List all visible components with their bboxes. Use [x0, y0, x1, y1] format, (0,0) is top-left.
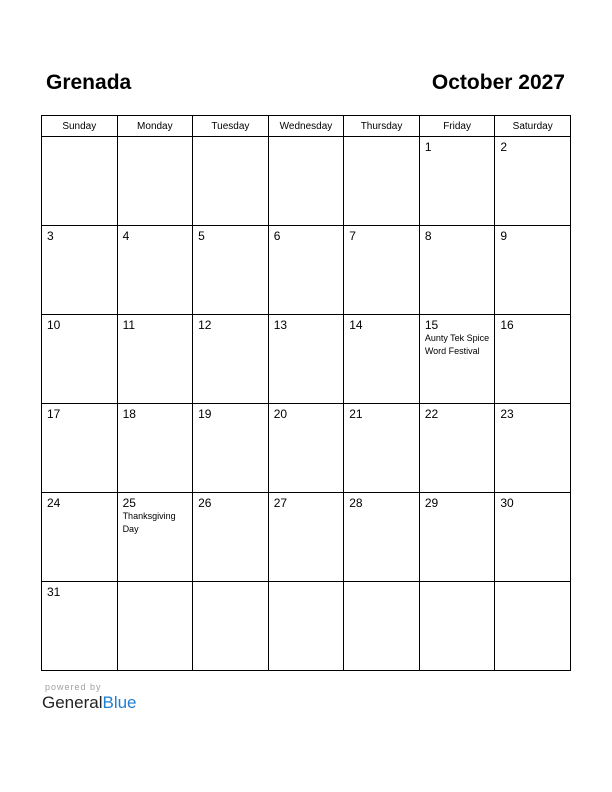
powered-by-label: powered by — [45, 682, 102, 692]
day-cell — [419, 226, 495, 315]
day-number: 21 — [349, 407, 363, 421]
country-title: Grenada — [46, 71, 132, 94]
day-cell — [344, 582, 420, 671]
holiday-label: Aunty Tek Spice Word Festival — [424, 333, 490, 356]
day-cell — [42, 315, 118, 404]
day-cell — [42, 493, 118, 582]
day-number: 12 — [198, 318, 212, 332]
week-row — [42, 493, 571, 582]
day-cell — [42, 137, 118, 226]
day-number: 9 — [500, 229, 508, 243]
day-number: 30 — [500, 496, 514, 510]
day-cell — [193, 493, 269, 582]
day-cell — [193, 226, 269, 315]
day-cell — [268, 493, 344, 582]
day-cell — [268, 582, 344, 671]
day-number: 14 — [349, 318, 363, 332]
day-cell — [117, 315, 193, 404]
day-number: 16 — [500, 318, 514, 332]
day-number: 5 — [198, 229, 205, 243]
day-cell — [268, 404, 344, 493]
day-number: 2 — [500, 140, 508, 154]
day-number: 10 — [47, 318, 61, 332]
day-number: 4 — [122, 229, 130, 243]
day-cell — [268, 137, 344, 226]
day-number: 29 — [424, 496, 439, 510]
day-cell — [344, 404, 420, 493]
day-cell — [193, 137, 269, 226]
week-row — [42, 315, 571, 404]
day-cell — [42, 582, 118, 671]
day-cell — [344, 226, 420, 315]
day-cell — [419, 137, 495, 226]
day-number: 26 — [198, 496, 212, 510]
day-cell — [117, 493, 193, 582]
day-cell — [193, 582, 269, 671]
brand-general: General — [42, 693, 103, 712]
day-cell — [419, 493, 495, 582]
brand-logo — [42, 693, 137, 713]
day-cell — [495, 404, 571, 493]
day-number: 3 — [47, 229, 54, 243]
day-cell — [117, 404, 193, 493]
day-number: 17 — [47, 407, 61, 421]
day-cell — [193, 404, 269, 493]
month-title: October 2027 — [431, 71, 565, 94]
day-cell — [268, 315, 344, 404]
weekday-header: Monday — [117, 116, 193, 137]
day-cell — [42, 226, 118, 315]
day-number: 20 — [273, 407, 288, 421]
day-cell — [419, 404, 495, 493]
weekday-header: Wednesday — [268, 116, 344, 137]
day-number: 28 — [349, 496, 363, 510]
day-number: 27 — [273, 496, 288, 510]
day-cell — [344, 137, 420, 226]
day-number: 6 — [273, 229, 281, 243]
day-cell — [344, 493, 420, 582]
day-cell — [117, 582, 193, 671]
day-number: 19 — [198, 407, 212, 421]
weekday-header: Tuesday — [193, 116, 269, 137]
brand-blue: Blue — [102, 693, 137, 712]
holiday-label: Thanksgiving Day — [122, 511, 176, 534]
day-number: 31 — [47, 585, 61, 599]
day-cell — [344, 315, 420, 404]
day-cell — [42, 404, 118, 493]
weekday-header: Thursday — [344, 116, 420, 137]
day-number: 15 — [424, 318, 439, 332]
day-cell — [495, 137, 571, 226]
day-number: 18 — [122, 407, 136, 421]
day-cell — [117, 226, 193, 315]
day-cell — [495, 493, 571, 582]
day-cell — [268, 226, 344, 315]
day-number: 24 — [47, 496, 61, 510]
day-cell — [419, 582, 495, 671]
day-number: 11 — [122, 318, 136, 332]
day-number: 23 — [500, 407, 514, 421]
weekday-header-row — [42, 116, 571, 137]
day-cell — [193, 315, 269, 404]
day-number: 7 — [349, 229, 356, 243]
day-cell — [495, 582, 571, 671]
calendar-grid — [41, 115, 571, 671]
week-row — [42, 137, 571, 226]
day-number: 8 — [424, 229, 432, 243]
day-number: 22 — [424, 407, 439, 421]
weekday-header: Saturday — [495, 116, 571, 137]
day-number: 25 — [122, 496, 136, 510]
day-number: 13 — [273, 318, 288, 332]
day-cell — [117, 137, 193, 226]
week-row — [42, 226, 571, 315]
day-cell — [495, 315, 571, 404]
week-row — [42, 582, 571, 671]
week-row — [42, 404, 571, 493]
day-number: 1 — [424, 140, 432, 154]
day-cell — [495, 226, 571, 315]
weekday-header: Sunday — [42, 116, 118, 137]
day-cell — [419, 315, 495, 404]
weekday-header: Friday — [419, 116, 495, 137]
